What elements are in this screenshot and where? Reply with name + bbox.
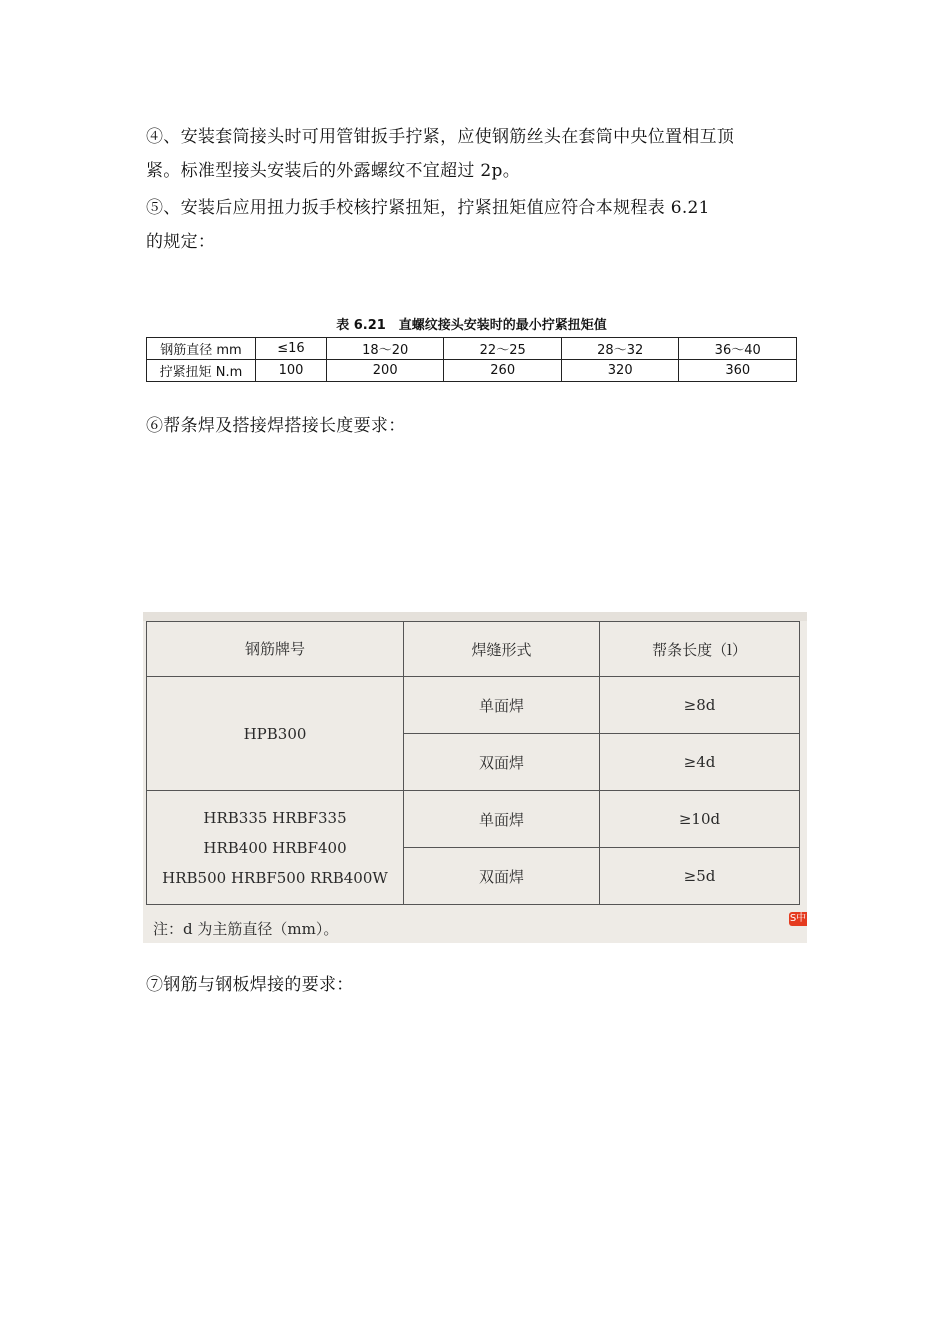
header-length: 帮条长度（l）	[600, 622, 800, 677]
grade-line: HRB335 HRBF335	[203, 808, 347, 827]
paragraph-5-line-1: ⑤、安装后应用扭力扳手校核拧紧扭矩，拧紧扭矩值应符合本规程表 6.21	[146, 198, 710, 218]
table-cell: 320	[561, 360, 679, 382]
length-cell: ≥8d	[600, 677, 800, 734]
table-cell: 28～32	[561, 338, 679, 360]
table-row	[147, 677, 800, 734]
length-cell: ≥5d	[600, 848, 800, 905]
table-header-row	[147, 622, 800, 677]
table-cell: 18～20	[326, 338, 444, 360]
table-row	[147, 360, 797, 382]
table-row	[147, 338, 797, 360]
table-cell: 36～40	[679, 338, 797, 360]
grade-hrb-group	[147, 791, 404, 905]
paragraph-6: ⑥帮条焊及搭接焊搭接长度要求：	[146, 416, 406, 436]
header-grade: 钢筋牌号	[147, 622, 404, 677]
grade-line: HRB400 HRBF400	[203, 838, 347, 857]
length-cell: ≥4d	[600, 734, 800, 791]
row-header-torque: 拧紧扭矩 N.m	[147, 360, 256, 382]
paragraph-7: ⑦钢筋与钢板焊接的要求：	[146, 975, 354, 995]
paragraph-4-line-2: 紧。标准型接头安装后的外露螺纹不宜超过 2p。	[146, 161, 521, 181]
grade-line: HRB500 HRBF500 RRB400W	[162, 868, 388, 887]
table-cell: 200	[326, 360, 444, 382]
input-method-badge-icon: S中	[789, 913, 807, 924]
weld-form-cell: 单面焊	[404, 677, 600, 734]
weld-form-cell: 双面焊	[404, 848, 600, 905]
weld-table-note: 注：d 为主筋直径（mm）。	[153, 920, 339, 938]
weld-table-image	[143, 612, 807, 943]
paragraph-4-line-1: ④、安装套筒接头时可用管钳扳手拧紧，应使钢筋丝头在套筒中央位置相互顶	[146, 127, 735, 147]
header-weld-form: 焊缝形式	[404, 622, 600, 677]
row-header-diameter: 钢筋直径 mm	[147, 338, 256, 360]
weld-form-cell: 双面焊	[404, 734, 600, 791]
grade-hpb300: HPB300	[147, 677, 404, 791]
torque-table	[146, 337, 797, 382]
length-cell: ≥10d	[600, 791, 800, 848]
table-cell: 260	[444, 360, 562, 382]
weld-length-table	[146, 621, 800, 905]
table-cell: 360	[679, 360, 797, 382]
table-cell: 22～25	[444, 338, 562, 360]
weld-form-cell: 单面焊	[404, 791, 600, 848]
table-cell: ≤16	[256, 338, 327, 360]
scan-top-strip	[143, 612, 807, 621]
table-cell: 100	[256, 360, 327, 382]
table-621-title: 表 6.21 直螺纹接头安装时的最小拧紧扭矩值	[336, 318, 607, 333]
table-row	[147, 791, 800, 848]
paragraph-5-line-2: 的规定：	[146, 232, 216, 252]
